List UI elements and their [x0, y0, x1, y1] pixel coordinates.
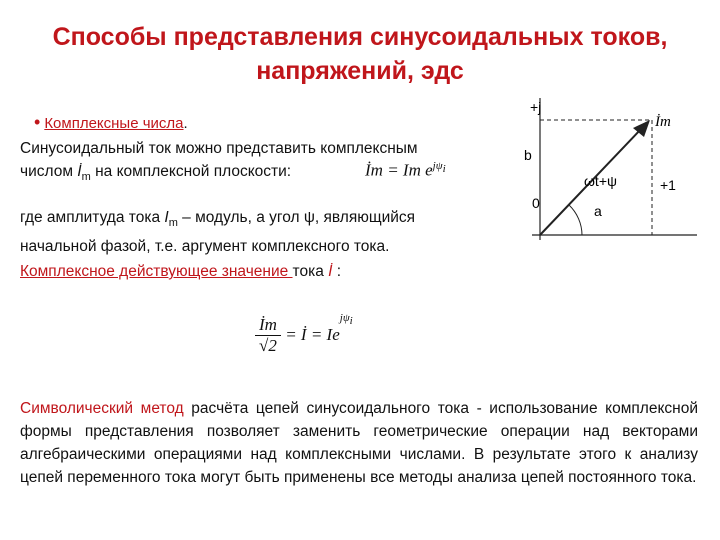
page-title [0, 20, 720, 88]
symbolic-method-text: расчёта цепей синусоидального тока - использование комплексной формы представления позволяет заменить геометрические операции над векторами алгебраическими операциями над комплексными числами. В результате этого к анализу цепей переменного тока могут быть применены все методы анализа цепей постоянного тока. [20, 400, 698, 486]
intro-text-a: числом [20, 163, 78, 180]
label-b: b [524, 147, 532, 163]
paragraph-effective-value [20, 260, 490, 283]
formula1-exponent-sub: i [442, 163, 446, 176]
title-line-2: напряжений, эдс [256, 57, 464, 85]
amplitude-subscript: m [168, 217, 178, 230]
effective-current-symbol: İ [328, 263, 333, 280]
fraction-denominator: √2 [259, 335, 277, 355]
formula-complex-amplitude [365, 160, 446, 181]
formula2-exponent-sub: i [349, 315, 353, 328]
complex-plane-diagram [492, 90, 702, 260]
bullet-dot-icon: • [34, 112, 41, 132]
intro-text-b: на комплексной плоскости: [90, 163, 292, 180]
effective-value-link[interactable]: Комплексное действующее значение [20, 263, 293, 280]
symbolic-method-term: Символический метод [20, 400, 184, 417]
origin-label: 0 [532, 195, 540, 211]
current-symbol: İ [77, 163, 82, 180]
intro-line-1: Синусоидальный ток можно представить комплексным [20, 140, 418, 157]
amplitude-text-b: – модуль, а угол ψ, являющийся [177, 209, 416, 226]
formula2-rhs: = İ = Ie [285, 325, 340, 345]
formula1-rhs: = Im e [387, 160, 433, 180]
title-line-1: Способы представления синусоидальных токов, [52, 23, 668, 51]
bullet-complex-numbers [34, 112, 188, 133]
fraction-numerator: İm [255, 315, 281, 336]
current-subscript: m [81, 171, 91, 184]
formula1-exponent: jψ [432, 160, 443, 172]
amplitude-line-2: начальной фазой, т.е. аргумент комплексного тока. [20, 238, 390, 256]
symbolic-method-paragraph [20, 397, 698, 489]
bullet-period: . [183, 115, 188, 132]
amplitude-text-a: где амплитуда тока [20, 209, 165, 226]
complex-numbers-link[interactable]: Комплексные числа [44, 115, 184, 132]
formula1-lhs: İm [365, 160, 383, 180]
vector-label: İm [655, 114, 671, 130]
amplitude-line-1 [20, 206, 490, 235]
effective-value-text: тока [292, 263, 329, 280]
formula-effective-value [255, 312, 353, 356]
angle-label: ωt+ψ [584, 173, 617, 189]
label-a: a [594, 203, 602, 219]
fraction [255, 315, 281, 356]
effective-value-colon: : [332, 263, 342, 280]
paragraph-amplitude [20, 206, 490, 258]
amplitude-symbol: I [164, 209, 169, 226]
formula2-exponent: jψ [339, 312, 350, 324]
angle-arc [569, 205, 582, 235]
axis-label-1: +1 [660, 177, 676, 193]
axis-label-j: +j [530, 99, 542, 115]
